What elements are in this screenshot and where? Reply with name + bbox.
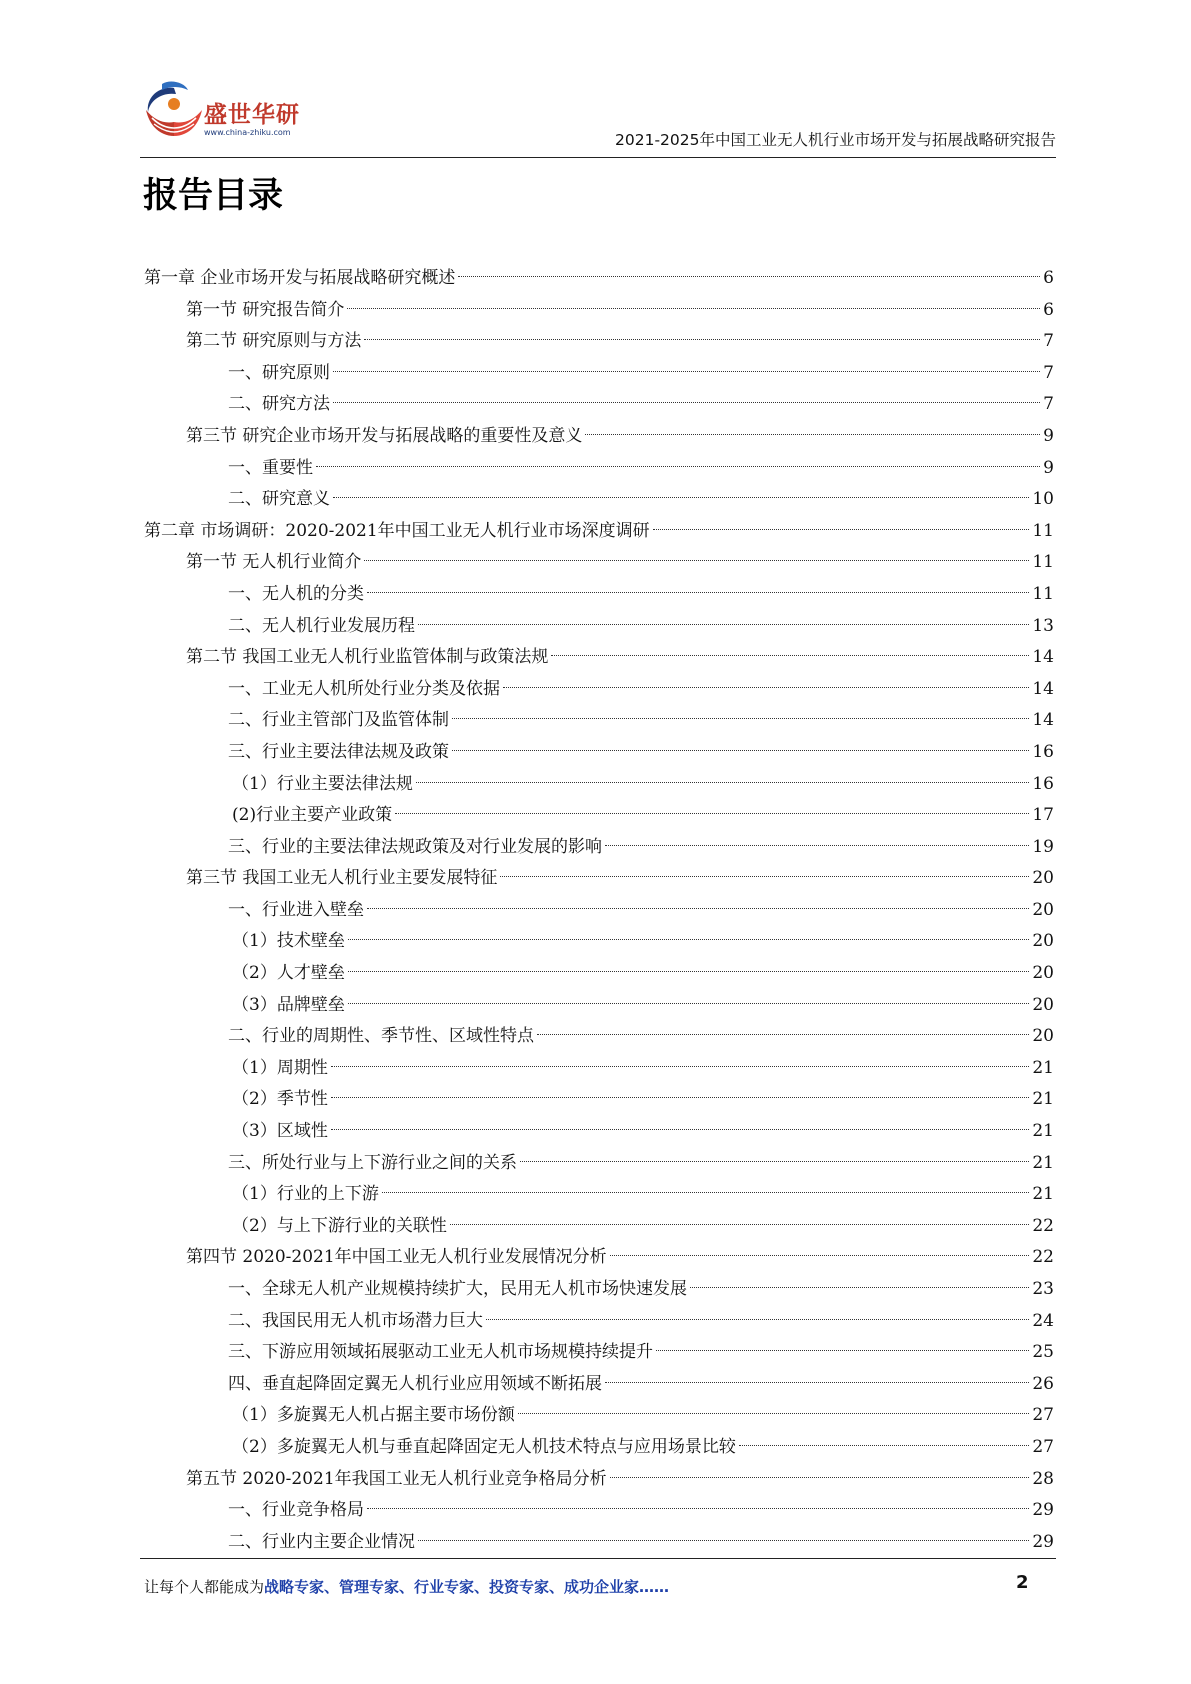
page-header: [140, 78, 1056, 158]
toc-entry[interactable]: [144, 958, 1054, 990]
toc-entry[interactable]: [144, 1179, 1054, 1211]
toc-dot-leader: [653, 528, 1030, 530]
toc-entry[interactable]: [144, 1306, 1054, 1338]
toc-entry-page: 21: [1032, 1057, 1054, 1078]
toc-dot-leader: [418, 1539, 1029, 1541]
table-of-contents: [144, 263, 1054, 1558]
toc-entry-title: 一、行业进入壁垒: [228, 899, 364, 920]
toc-entry-page: 25: [1032, 1342, 1054, 1363]
toc-entry[interactable]: [144, 1432, 1054, 1464]
toc-entry-page: 7: [1043, 362, 1054, 383]
toc-entry-title: 第二节 我国工业无人机行业监管体制与政策法规: [186, 647, 549, 668]
toc-entry-title: 一、重要性: [228, 457, 313, 478]
toc-entry[interactable]: [144, 263, 1054, 295]
toc-entry[interactable]: [144, 421, 1054, 453]
toc-entry-page: 14: [1032, 647, 1054, 668]
toc-entry-page: 29: [1032, 1500, 1054, 1521]
toc-dot-leader: [452, 749, 1029, 751]
toc-entry[interactable]: [144, 1495, 1054, 1527]
toc-entry-title: 第一节 研究报告简介: [186, 299, 345, 320]
toc-entry-title: 第一章 企业市场开发与拓展战略研究概述: [144, 268, 456, 288]
page-heading: 报告目录: [143, 176, 284, 216]
toc-dot-leader: [367, 591, 1029, 593]
toc-entry[interactable]: [144, 1527, 1054, 1559]
toc-entry-title: 三、行业主要法律法规及政策: [228, 741, 449, 762]
toc-entry-page: 6: [1043, 268, 1054, 288]
toc-entry-title: 二、研究意义: [228, 489, 330, 510]
toc-entry[interactable]: [144, 737, 1054, 769]
toc-entry-page: 14: [1032, 710, 1054, 731]
toc-entry-page: 21: [1032, 1184, 1054, 1205]
toc-entry-page: 11: [1032, 520, 1054, 541]
toc-entry[interactable]: [144, 1337, 1054, 1369]
toc-dot-leader: [331, 1096, 1030, 1098]
toc-entry-title: （2）人才壁垒: [232, 963, 345, 984]
toc-dot-leader: [458, 275, 1040, 277]
toc-entry[interactable]: [144, 926, 1054, 958]
toc-dot-leader: [656, 1349, 1029, 1351]
toc-entry[interactable]: [144, 705, 1054, 737]
toc-entry-title: 二、无人机行业发展历程: [228, 615, 415, 636]
report-title: 2021-2025年中国工业无人机行业市场开发与拓展战略研究报告: [615, 131, 1056, 149]
header-divider: [140, 157, 1056, 158]
toc-entry-page: 11: [1032, 583, 1054, 604]
toc-entry[interactable]: [144, 295, 1054, 327]
toc-entry[interactable]: [144, 895, 1054, 927]
toc-entry[interactable]: [144, 990, 1054, 1022]
toc-dot-leader: [348, 1002, 1030, 1004]
toc-dot-leader: [364, 338, 1040, 340]
toc-entry-page: 27: [1032, 1436, 1054, 1457]
toc-entry[interactable]: [144, 1464, 1054, 1496]
toc-entry[interactable]: [144, 1021, 1054, 1053]
toc-entry[interactable]: [144, 389, 1054, 421]
page-number: 2: [1016, 1572, 1029, 1593]
toc-entry-page: 22: [1032, 1215, 1054, 1236]
toc-dot-leader: [452, 717, 1029, 719]
toc-entry-title: 三、行业的主要法律法规政策及对行业发展的影响: [228, 836, 602, 857]
toc-entry[interactable]: [144, 1148, 1054, 1180]
toc-entry-page: 20: [1032, 963, 1054, 984]
toc-dot-leader: [347, 307, 1040, 309]
toc-dot-leader: [610, 1476, 1030, 1478]
company-logo: [140, 78, 320, 148]
toc-entry[interactable]: [144, 769, 1054, 801]
toc-dot-leader: [333, 496, 1029, 498]
toc-entry-title: 二、行业主管部门及监管体制: [228, 710, 449, 731]
toc-entry[interactable]: [144, 1274, 1054, 1306]
toc-entry[interactable]: [144, 326, 1054, 358]
toc-entry-title: (2)行业主要产业政策: [232, 805, 393, 826]
toc-entry-page: 13: [1032, 615, 1054, 636]
toc-dot-leader: [395, 812, 1029, 814]
toc-dot-leader: [503, 686, 1029, 688]
toc-entry-title: 第四节 2020-2021年中国工业无人机行业发展情况分析: [186, 1247, 607, 1268]
toc-entry-page: 20: [1032, 931, 1054, 952]
toc-entry-page: 20: [1032, 1026, 1054, 1047]
toc-dot-leader: [333, 370, 1040, 372]
toc-entry-title: 三、所处行业与上下游行业之间的关系: [228, 1152, 517, 1173]
toc-entry-page: 27: [1032, 1405, 1054, 1426]
toc-dot-leader: [486, 1318, 1029, 1320]
toc-dot-leader: [348, 938, 1030, 940]
toc-entry-page: 11: [1032, 552, 1054, 573]
toc-dot-leader: [331, 1065, 1030, 1067]
toc-dot-leader: [520, 1160, 1029, 1162]
logo-url: www.china-zhiku.com: [204, 128, 291, 137]
toc-dot-leader: [610, 1254, 1030, 1256]
toc-dot-leader: [605, 1381, 1029, 1383]
toc-entry-page: 10: [1032, 489, 1054, 510]
toc-entry[interactable]: [144, 642, 1054, 674]
toc-entry[interactable]: [144, 516, 1054, 548]
toc-dot-leader: [690, 1286, 1029, 1288]
toc-entry-title: 第三节 我国工业无人机行业主要发展特征: [186, 868, 498, 889]
toc-entry-page: 21: [1032, 1089, 1054, 1110]
toc-entry-page: 23: [1032, 1279, 1054, 1299]
toc-entry-page: 9: [1043, 457, 1054, 478]
toc-entry-title: （1）多旋翼无人机占据主要市场份额: [232, 1405, 515, 1426]
toc-dot-leader: [367, 907, 1029, 909]
toc-entry-page: 20: [1032, 994, 1054, 1015]
toc-dot-leader: [331, 1128, 1030, 1130]
toc-entry-title: 第二节 研究原则与方法: [186, 331, 362, 352]
logo-name: 盛世华研: [204, 102, 300, 128]
toc-entry-page: 20: [1032, 899, 1054, 920]
toc-entry-title: 第二章 市场调研：2020-2021年中国工业无人机行业市场深度调研: [144, 520, 650, 541]
toc-entry-title: 四、垂直起降固定翼无人机行业应用领域不断拓展: [228, 1373, 602, 1394]
toc-dot-leader: [537, 1033, 1029, 1035]
toc-entry-title: 一、研究原则: [228, 362, 330, 383]
toc-entry-title: 二、行业的周期性、季节性、区域性特点: [228, 1026, 534, 1047]
toc-dot-leader: [364, 559, 1029, 561]
toc-entry-title: 第一节 无人机行业简介: [186, 552, 362, 573]
toc-entry[interactable]: [144, 1400, 1054, 1432]
toc-entry-title: （1）行业主要法律法规: [232, 773, 413, 794]
toc-entry-page: 29: [1032, 1531, 1054, 1552]
toc-entry[interactable]: [144, 611, 1054, 643]
toc-dot-leader: [551, 654, 1029, 656]
toc-entry[interactable]: [144, 674, 1054, 706]
toc-entry[interactable]: [144, 863, 1054, 895]
toc-entry[interactable]: [144, 547, 1054, 579]
toc-dot-leader: [382, 1191, 1030, 1193]
toc-entry[interactable]: [144, 1211, 1054, 1243]
footer-slogan-accent: 战略专家、管理专家、行业专家、投资专家、成功企业家……: [264, 1578, 670, 1596]
toc-entry-page: 16: [1032, 741, 1054, 762]
toc-entry[interactable]: [144, 1369, 1054, 1401]
toc-entry-page: 9: [1043, 425, 1054, 446]
toc-entry-title: （2）多旋翼无人机与垂直起降固定无人机技术特点与应用场景比较: [232, 1436, 736, 1457]
toc-dot-leader: [500, 875, 1029, 877]
toc-dot-leader: [416, 781, 1030, 783]
toc-dot-leader: [418, 623, 1029, 625]
toc-entry[interactable]: [144, 453, 1054, 485]
toc-entry[interactable]: [144, 800, 1054, 832]
toc-entry-page: 7: [1043, 394, 1054, 415]
toc-entry-title: （3）品牌壁垒: [232, 994, 345, 1015]
toc-entry-page: 26: [1032, 1373, 1054, 1394]
toc-dot-leader: [739, 1444, 1030, 1446]
toc-entry-page: 6: [1043, 299, 1054, 320]
toc-entry[interactable]: [144, 1242, 1054, 1274]
toc-entry-page: 14: [1032, 678, 1054, 699]
toc-entry-page: 20: [1032, 868, 1054, 889]
toc-entry-title: 第三节 研究企业市场开发与拓展战略的重要性及意义: [186, 425, 583, 446]
toc-entry-title: （2）与上下游行业的关联性: [232, 1215, 447, 1236]
toc-dot-leader: [605, 844, 1029, 846]
toc-entry[interactable]: [144, 832, 1054, 864]
footer-slogan: [144, 1576, 669, 1597]
toc-entry-title: 第五节 2020-2021年我国工业无人机行业竞争格局分析: [186, 1468, 607, 1489]
toc-dot-leader: [518, 1412, 1030, 1414]
toc-entry-title: 一、工业无人机所处行业分类及依据: [228, 678, 500, 699]
toc-entry[interactable]: [144, 484, 1054, 516]
toc-dot-leader: [333, 401, 1040, 403]
toc-entry-title: 三、下游应用领域拓展驱动工业无人机市场规模持续提升: [228, 1342, 653, 1363]
logo-book-icon: [140, 80, 206, 142]
toc-entry-title: （1）技术壁垒: [232, 931, 345, 952]
toc-entry-title: （1）行业的上下游: [232, 1184, 379, 1205]
toc-dot-leader: [316, 465, 1040, 467]
toc-entry-title: （1）周期性: [232, 1057, 328, 1078]
toc-entry-page: 21: [1032, 1121, 1054, 1142]
toc-entry-title: 二、行业内主要企业情况: [228, 1531, 415, 1552]
toc-entry-page: 16: [1032, 773, 1054, 794]
toc-entry[interactable]: [144, 1116, 1054, 1148]
toc-entry-title: （2）季节性: [232, 1089, 328, 1110]
toc-entry-page: 17: [1032, 805, 1054, 826]
toc-dot-leader: [585, 433, 1040, 435]
toc-entry-title: （3）区域性: [232, 1121, 328, 1142]
toc-entry[interactable]: [144, 1053, 1054, 1085]
toc-dot-leader: [367, 1507, 1029, 1509]
footer-slogan-prefix: 让每个人都能成为: [144, 1578, 265, 1596]
toc-entry-title: 二、我国民用无人机市场潜力巨大: [228, 1310, 483, 1331]
toc-entry-title: 一、行业竞争格局: [228, 1500, 364, 1521]
toc-entry-page: 28: [1032, 1468, 1054, 1489]
footer-divider: [140, 1558, 1056, 1559]
toc-entry-title: 二、研究方法: [228, 394, 330, 415]
toc-entry-page: 22: [1032, 1247, 1054, 1268]
toc-entry-page: 7: [1043, 331, 1054, 352]
toc-entry[interactable]: [144, 1084, 1054, 1116]
toc-dot-leader: [348, 970, 1030, 972]
toc-entry-page: 24: [1032, 1310, 1054, 1331]
toc-entry-page: 21: [1032, 1152, 1054, 1173]
toc-entry-title: 一、全球无人机产业规模持续扩大，民用无人机市场快速发展: [228, 1279, 687, 1299]
toc-entry[interactable]: [144, 579, 1054, 611]
toc-dot-leader: [450, 1223, 1030, 1225]
toc-entry-page: 19: [1032, 836, 1054, 857]
toc-entry[interactable]: [144, 358, 1054, 390]
toc-entry-title: 一、无人机的分类: [228, 583, 364, 604]
